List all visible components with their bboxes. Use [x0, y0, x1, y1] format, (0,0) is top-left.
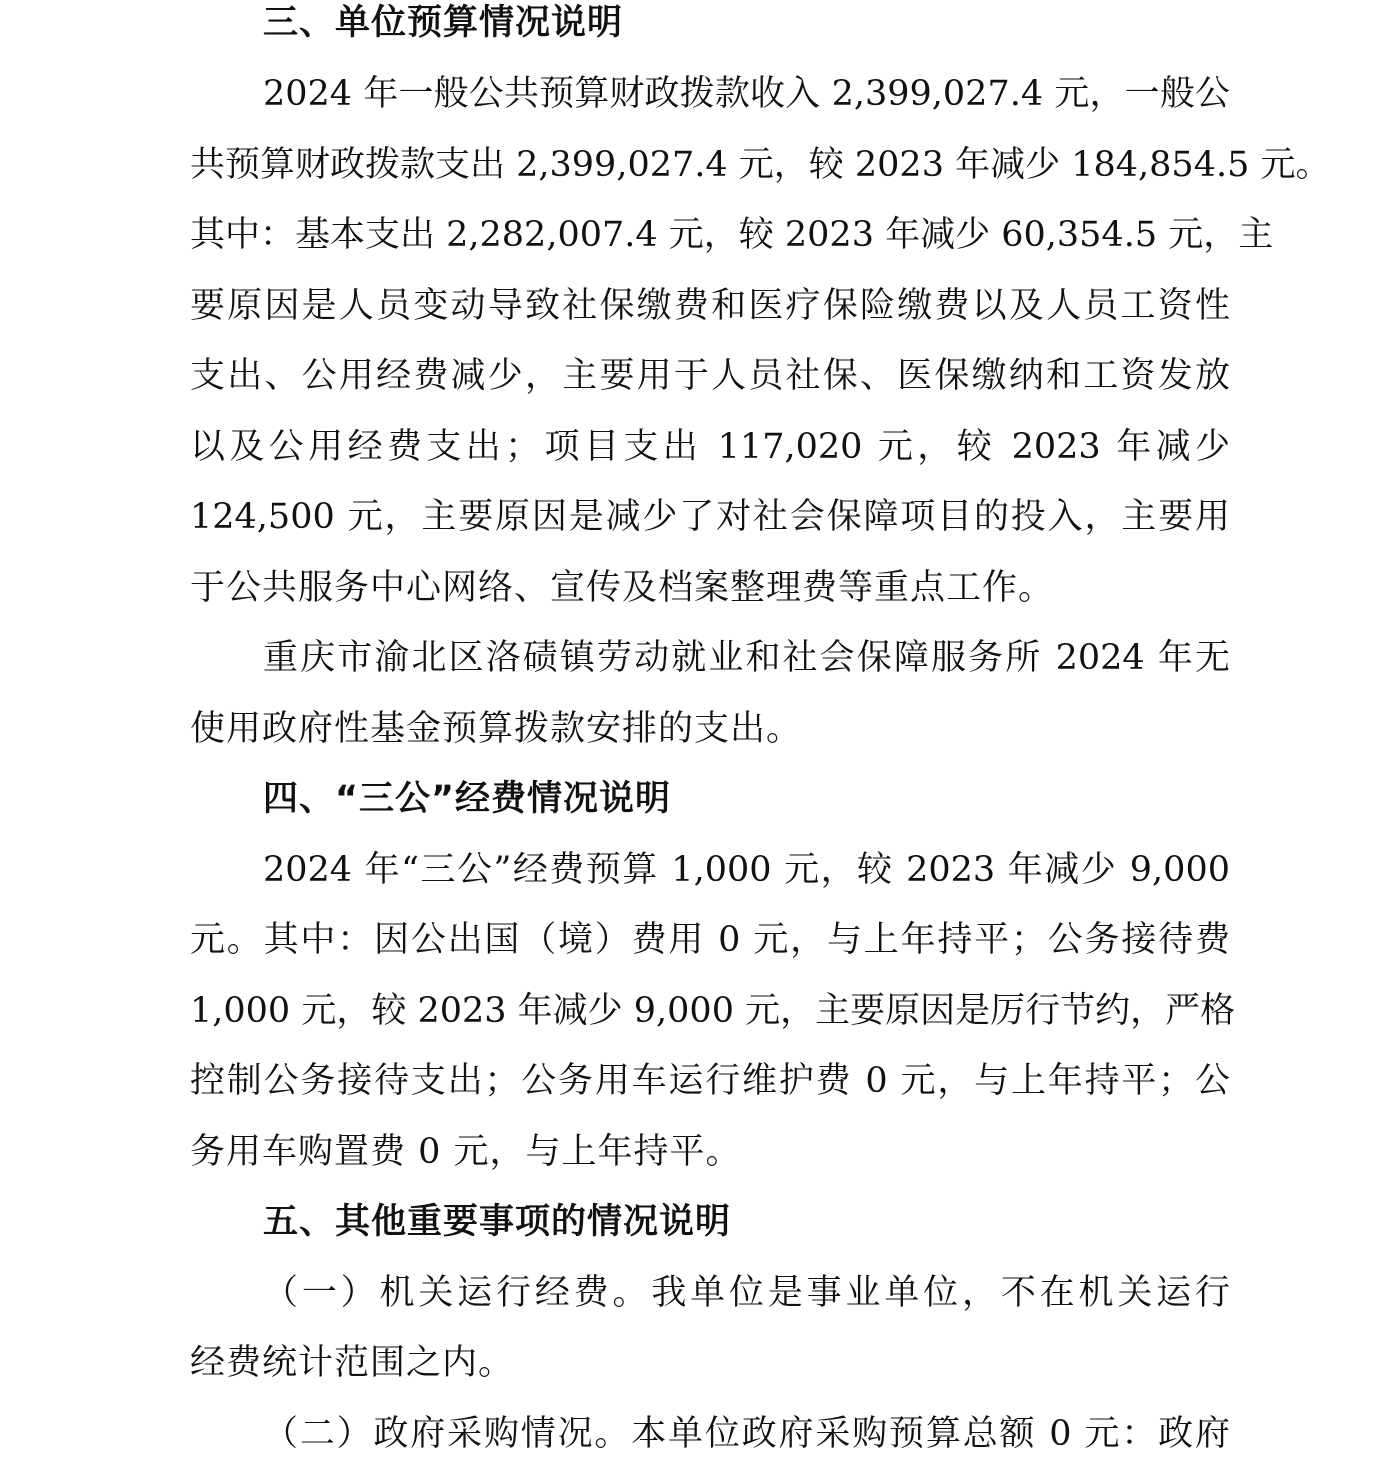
paragraph-line: 务用车购置费 0 元，与上年持平。	[190, 1132, 742, 1172]
paragraph-line: 使用政府性基金预算拨款安排的支出。	[190, 709, 803, 749]
paragraph-line: 经费统计范围之内。	[190, 1343, 515, 1383]
paragraph-line: 元。其中：因公出国（境）费用 0 元，与上年持平；公务接待费	[190, 920, 1230, 960]
section-heading-budget: 三、单位预算情况说明	[263, 3, 624, 43]
paragraph-line: 于公共服务中心网络、宣传及档案整理费等重点工作。	[190, 568, 1055, 608]
paragraph-line: 2024 年一般公共预算财政拨款收入 2,399,027.4 元，一般公	[263, 74, 1230, 114]
paragraph-line: 124,500 元，主要原因是减少了对社会保障项目的投入，主要用	[190, 497, 1230, 537]
section-heading-three-public: 四、“三公”经费情况说明	[263, 779, 672, 819]
paragraph-line: 1,000 元，较 2023 年减少 9,000 元，主要原因是厉行节约，严格	[190, 991, 1236, 1031]
paragraph-line: （二）政府采购情况。本单位政府采购预算总额 0 元：政府	[263, 1414, 1230, 1454]
paragraph-line: 支出、公用经费减少，主要用于人员社保、医保缴纳和工资发放	[190, 356, 1230, 396]
paragraph-line: 其中：基本支出 2,282,007.4 元，较 2023 年减少 60,354.5 元，主	[190, 215, 1274, 255]
paragraph-line: 以及公用经费支出；项目支出 117,020 元，较 2023 年减少	[190, 427, 1230, 467]
section-heading-other-matters: 五、其他重要事项的情况说明	[263, 1202, 732, 1242]
paragraph-line: （一）机关运行经费。我单位是事业单位，不在机关运行	[263, 1273, 1230, 1313]
paragraph-line: 要原因是人员变动导致社保缴费和医疗保险缴费以及人员工资性	[190, 286, 1230, 326]
paragraph-line: 共预算财政拨款支出 2,399,027.4 元，较 2023 年减少 184,854.5 元。	[190, 145, 1331, 185]
paragraph-line: 控制公务接待支出；公务用车运行维护费 0 元，与上年持平；公	[190, 1061, 1230, 1101]
paragraph-line: 重庆市渝北区洛碛镇劳动就业和社会保障服务所 2024 年无	[263, 638, 1230, 678]
paragraph-line: 2024 年“三公”经费预算 1,000 元，较 2023 年减少 9,000	[263, 850, 1230, 890]
